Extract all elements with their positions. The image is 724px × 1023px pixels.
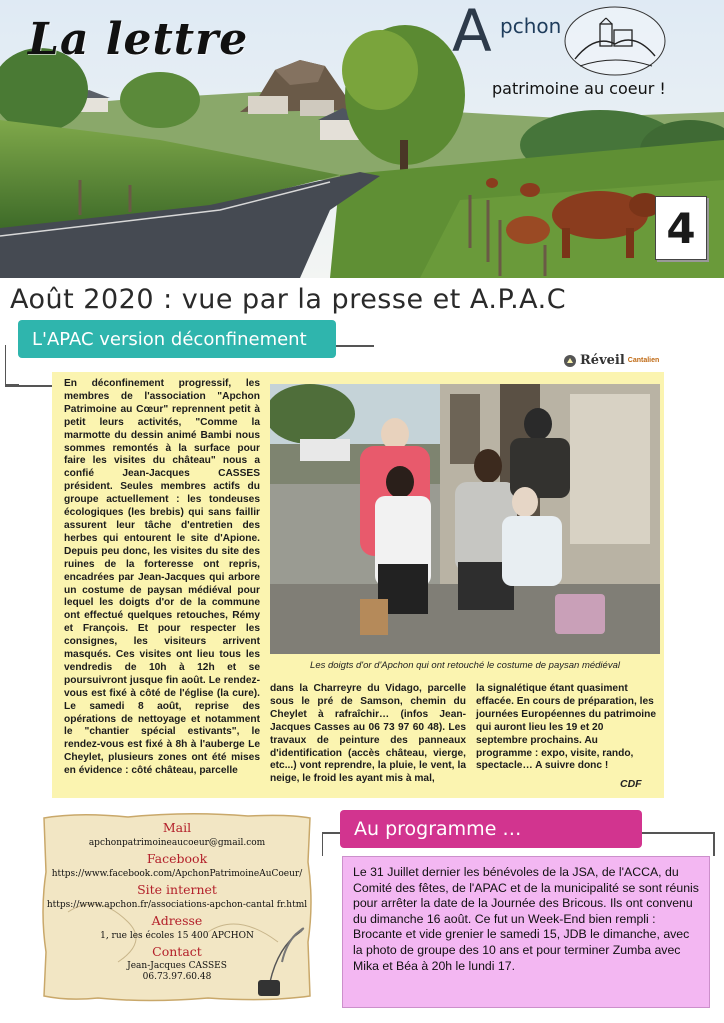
section-bracket-line [322, 832, 342, 856]
photo-caption: Les doigts d'or d'Apchon qui ont retouché le costume de paysan médiéval [310, 660, 620, 671]
castle-logo-icon [560, 4, 670, 78]
article-photo [270, 384, 660, 654]
address-label: Adresse [151, 913, 203, 928]
section-bracket-line [5, 345, 19, 385]
section-tab-programme: Au programme … [340, 810, 642, 848]
facebook-value[interactable]: https://www.facebook.com/ApchonPatrimoineAuCoeur/ [51, 869, 303, 879]
rooster-icon [563, 354, 577, 368]
address-value: 1, rue les écoles 15 400 APCHON [100, 931, 254, 941]
brand-name: pchon [500, 14, 562, 38]
article-signature: CDF [620, 778, 642, 790]
brand-tagline: patrimoine au coeur ! [492, 79, 666, 98]
contact-label: Contact [152, 944, 202, 959]
page-headline: Août 2020 : vue par la presse et A.P.A.C [10, 284, 567, 315]
section-divider-line [5, 385, 55, 387]
article-column-1: En déconfinement progressif, les membres de l'association "Apchon Patrimoine au Cœur" reprennent petit à petit leurs activités, "Comme la marmotte du dessin animé Bambi nous sommes remontés à la surface pour faire les visites du château" nous a confié Jean-Jacques CASSES président. Seules membres actifs du groupe actuellement : les tondeuses écologiques (les brebis) qui sans faillir assurent leur tâche d'entretien des herbes qui entourent le site d'Apione. Depuis peu donc, les visites du site des ruines de la forteresse ont repris, encadrées par Jean-Jacques qui arbore un costume de paysan médiéval pour lequel les doigts d'or de la commune ont effectué quelques retouches, Rémy et François. Et pour respecter les consignes, les visiteurs arrivent masqués. Ces visites ont lieu tous les vendredis de 10h à 12h et se poursuivront jusque fin août. Le rendez-vous est fixé à côté de l'église (la cure). Le samedi 8 août, reprise des opérations de nettoyage et notamment le "chantier spécial estivants", le rendez-vous est fixé à 8h à l'auberge Le Cheylet, plusieurs zones ont été mises en évidence : côté château, parcelle [64, 378, 260, 777]
section-tab-apac: L'APAC version déconfinement [18, 320, 336, 358]
mail-label: Mail [162, 820, 192, 835]
section-divider-line [642, 832, 714, 834]
brand-initial: A [452, 0, 492, 65]
header-banner [0, 0, 724, 278]
facebook-label: Facebook [146, 851, 208, 866]
group-photo [270, 384, 660, 654]
contact-phone: 06.73.97.60.48 [142, 972, 212, 982]
website-label: Site internet [137, 882, 217, 897]
press-logo [563, 353, 659, 368]
mail-value[interactable]: apchonpatrimoineaucoeur@gmail.com [88, 838, 266, 848]
website-value[interactable]: https://www.apchon.fr/associations-apchon-cantal fr.html [46, 900, 308, 910]
press-subtitle: Cantalien [627, 357, 660, 364]
section-divider-line [336, 345, 374, 347]
programme-text-box: Le 31 Juillet dernier les bénévoles de la JSA, de l'ACCA, du Comité des fêtes, de l'APAC et de la municipalité se sont réunis pour arrêter la date de la Journée des Bricous. Ils ont convenu du dimanche 16 août. Ce fut un Week-End bien rempli : Brocante et vide grenier le samedi 15, JDB le dimanche, avec la photo de groupe des 10 ans et pour terminer Zumba avec Mika et Béa à 20h le lundi 17. [342, 856, 710, 1008]
article-column-3: la signalétique étant quasiment effacée. En cours de préparation, les journées Européennes du patrimoine qui auront lieu les 19 et 20 septembre prochains. Au programme : expo, visite, rando, spectacle… A suivre donc ! [476, 683, 657, 772]
section-bracket-line [713, 832, 715, 856]
newsletter-title: La lettre [28, 14, 249, 65]
contact-name: Jean-Jacques CASSES [127, 961, 227, 971]
issue-number-badge: 4 [655, 196, 707, 260]
press-name: Réveil [580, 353, 625, 368]
inkwell-icon [258, 980, 280, 996]
article-column-2: dans la Charreyre du Vidago, parcelle sous le pré de Samson, chemin du Cheylet à rafraîchir… (infos Jean-Jacques Casses au 06 73 97 60 48). Les travaux de peinture des panneaux d'identification (accès château, vierge, etc...) vont reprendre, la pluie, le vent, la neige, le froid les ayant mis à mal, [270, 683, 466, 785]
